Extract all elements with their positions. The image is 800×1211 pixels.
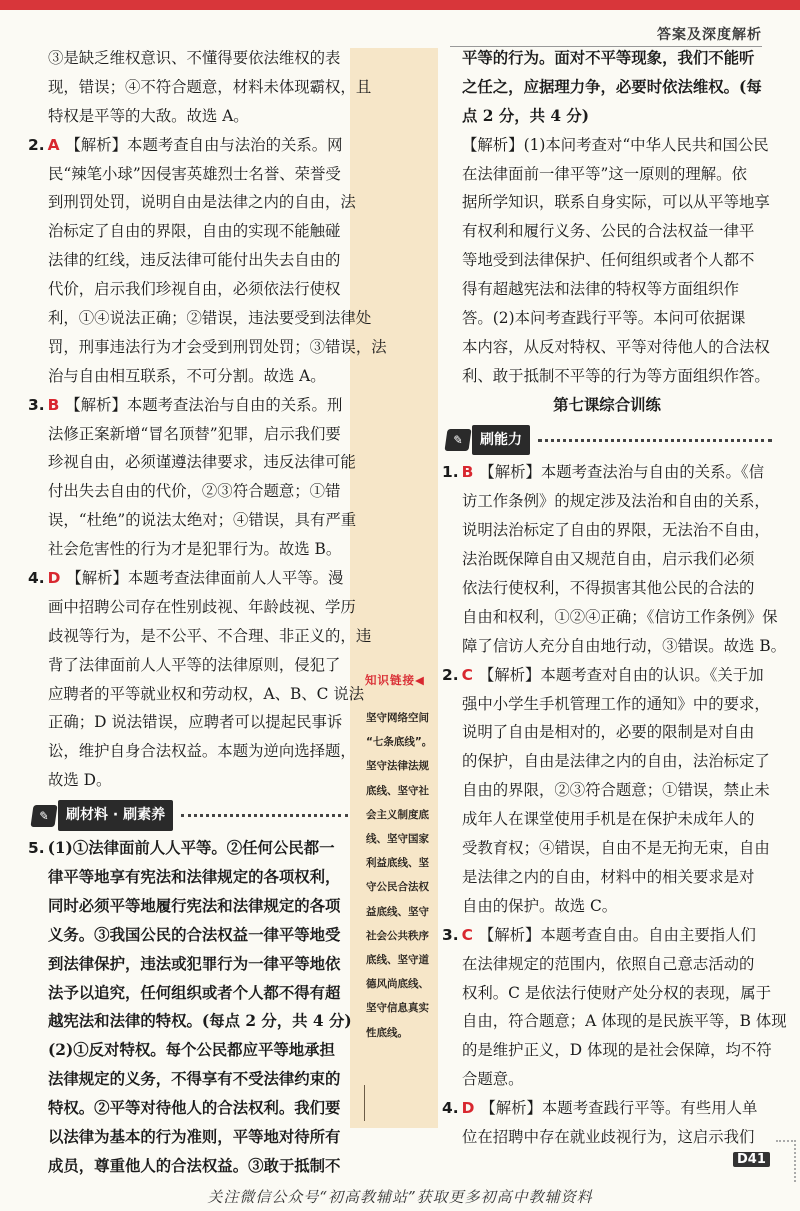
answer-letter: D [461,1099,475,1118]
line-text: 得有超越宪法和法律的特权等方面组织作 [462,280,740,299]
line-text: 位在招聘中存在就业歧视行为，这启示我们 [462,1127,755,1146]
text-line [28,304,372,333]
text-line [442,188,772,217]
line-text: 特权。②平等对待他人的合法权利。我们要 [48,1099,341,1118]
text-line [28,448,356,477]
text-line [442,102,772,131]
answer-letter: C [461,665,473,684]
text-line [28,420,348,449]
sidebar-line: 会主义制度底 [366,808,429,821]
line-text: 特权是平等的大敌。故选 A。 [48,106,249,125]
text-line [442,333,772,362]
line-text: 自由的界限，②③符合题意；①错误，禁止未 [462,781,770,800]
line-text: 答。(2)本问考查践行平等。本问可依据课 [462,309,746,328]
sidebar-line: 益底线、坚守 [366,905,429,918]
top-color-bar [0,0,800,10]
line-text: 自由和权利，①②④正确；《信访工作条例》保 [462,607,778,626]
line-text: 【解析】本题考查法治与自由的关系。刑 [65,395,343,414]
line-text: 利，①④说法正确；②错误，违法要受到法律处 [48,309,372,328]
line-text: 律平等地享有宪法和法律规定的各项权利， [48,867,341,886]
text-line [28,708,348,737]
line-text: 说明法治标定了自由的界限，无法治不自由， [462,521,770,540]
text-line [442,391,772,420]
line-text: 【解析】(1)本问考查对“中华人民共和国公民 [462,135,769,154]
text-line [28,651,348,680]
text-line [442,487,772,516]
text-line [28,1123,348,1152]
sidebar-line: 社会公共秩序 [366,929,429,942]
line-text: 【解析】本题考查法治与自由的关系。《信 [479,463,765,482]
text-line [28,564,348,593]
text-line [28,1007,352,1036]
line-text: 说明了自由是相对的，必要的限制是对自由 [462,723,755,742]
section-heading [442,426,772,455]
line-text: 第七课综合训练 [553,395,661,414]
line-text: 付出失去自由的代价，②③符合题意；①错 [48,482,341,501]
line-text: 访工作条例》的规定涉及法治和自由的关系， [462,492,770,511]
sidebar-rule [364,1085,365,1121]
question-number: 2. [442,665,459,684]
line-text: 点 2 分，共 4 分) [462,106,590,125]
text-line [442,632,787,661]
line-text: 【解析】本题考查践行平等。有些用人单 [480,1099,758,1118]
text-line [28,766,348,795]
line-text: 应聘者的平等就业权和劳动权，A、B、C 说法 [48,684,365,703]
text-line [28,246,348,275]
answer-letter: B [47,395,60,414]
question-number: 3. [28,395,45,414]
sidebar-line: 利益底线、坚 [366,857,429,870]
line-text: 【解析】本题考查对自由的认识。《关于加 [478,665,764,684]
section-heading-label: 刷材料 · 刷素养 [58,800,173,831]
sidebar-line: 坚守法律法规 [366,760,429,773]
sidebar-line: 线、坚守国家 [366,833,429,846]
text-line [442,718,772,747]
line-text: 到刑罚处罚，说明自由是法律之内的自由，法 [48,193,356,212]
line-text: 据所学知识，联系自身实际，可以从平等地享 [462,193,770,212]
text-line [442,1094,772,1123]
text-line [442,362,772,391]
line-text: 有权利和履行义务、公民的合法权益一律平 [462,222,755,241]
text-line [442,545,772,574]
line-text: 歧视等行为，是不公平、不合理、非正义的，违 [48,626,372,645]
answer-letter: A [47,135,60,154]
text-line [28,737,356,766]
line-text: 受教育权；④错误，自由不是无拘无束，自由 [462,839,770,858]
line-text: 义务。③我国公民的合法权益一律平等地受 [48,925,341,944]
text-line [28,160,348,189]
sidebar-line: 坚守信息真实 [366,1002,429,1015]
text-line [28,275,348,304]
right-column [442,44,787,1152]
line-text: 【解析】本题考查法律面前人人平等。漫 [66,569,344,588]
line-text: 现，错误；④不符合题意，材料未体现霸权，且 [48,77,372,96]
knowledge-link-label: 知识链接◀ [365,673,425,687]
text-line [28,506,357,535]
sidebar-line: “七条底线”。 [366,736,433,749]
line-text: 自由的保护。故选 C。 [462,896,618,915]
line-text: 利、敢于抵制不平等的行为等方面组织作答。 [462,366,770,385]
line-text: 【解析】本题考查自由。自由主要指人们 [478,925,756,944]
text-line [442,1007,787,1036]
line-text: 等地受到法律保护、任何组织或者个人都不 [462,251,755,270]
text-line [28,477,348,506]
text-line [442,160,772,189]
brush-icon: ✎ [30,805,57,827]
line-text: 法律的红线，违反法律可能付出失去自由的 [48,251,341,270]
text-line [442,516,772,545]
line-text: 之任之，应据理力争，必要时依法维权。(每 [462,77,762,96]
question-number: 2. [28,135,45,154]
text-line [28,622,372,651]
line-text: 到法律保护，违法或犯罪行为一律平等地依 [48,954,341,973]
section-heading-label: 刷能力 [472,425,530,456]
text-line [28,217,348,246]
text-line [442,275,772,304]
section-dotted-rule [181,814,348,817]
question-number: 5. [28,839,45,858]
text-line [442,1036,772,1065]
line-text: 的是维护正义，D 体现的是社会保障，均不符 [462,1041,772,1060]
text-line [28,333,387,362]
sidebar-line: 坚守网络空间 [366,712,429,724]
line-text: 平等的行为。面对不平等现象，我们不能听 [462,49,755,67]
text-line [28,863,348,892]
text-line [28,1094,348,1123]
line-text: 权利。C 是依法行使财产处分权的表现，属于 [462,983,772,1002]
text-line [442,574,772,603]
brush-icon: ✎ [444,429,471,451]
line-text: 是法律之内的自由，材料中的相关要求是对 [462,867,755,886]
line-text: 法予以追究，任何组织或者个人都不得有超 [48,983,341,1002]
line-text: 误，“杜绝”的说法太绝对；④错误，具有严重 [48,511,357,530]
text-line [442,246,772,275]
line-text: 成年人在课堂使用手机是在保护未成年人的 [462,810,755,829]
text-line [28,834,348,863]
line-text: 故选 D。 [48,771,112,790]
text-line [28,102,348,131]
text-line [28,73,372,102]
line-text: 治与自由相互联系，不可分割。故选 A。 [48,366,326,385]
text-line [28,593,356,622]
text-line [442,458,772,487]
page-corner-dots [776,1140,796,1182]
line-text: 成员，尊重他人的合法权益。③敢于抵制不 [48,1156,341,1175]
answer-letter: B [461,463,474,482]
text-line [28,44,348,73]
line-text: (2)①反对特权。每个公民都应平等地承担 [48,1041,335,1060]
line-text: 画中招聘公司存在性别歧视、年龄歧视、学历 [48,597,356,616]
line-text: 珍视自由，必须谨遵法律要求，违反法律可能 [48,453,356,472]
text-line [28,188,356,217]
text-line [442,304,772,333]
sidebar-line: 底线、坚守道 [366,954,429,967]
text-line [28,391,348,420]
sidebar-line: 性底线。 [366,1026,408,1039]
text-line [28,979,348,1008]
text-line [442,950,772,979]
text-line [28,1036,348,1065]
answer-letter: D [47,569,61,588]
line-text: 罚，刑事违法行为才会受到刑罚处罚；③错误，法 [48,337,387,356]
section-heading [28,801,348,830]
text-line [28,921,348,950]
knowledge-link-text [366,706,436,1045]
sidebar-line: 德风尚底线、 [366,978,429,991]
text-line [442,747,772,776]
line-text: 在法律面前一律平等”这一原则的理解。依 [462,164,747,183]
question-number: 4. [442,1099,459,1118]
text-line [28,680,365,709]
text-line [442,661,772,690]
question-number: 1. [442,463,459,482]
line-text: 的保护，自由是法律之内的自由，法治标定了 [462,752,770,771]
text-line [442,834,772,863]
line-text: 越宪法和法律的特权。(每点 2 分，共 4 分) [48,1012,352,1031]
text-line [28,535,348,564]
text-line [442,892,772,921]
text-line [442,131,772,160]
text-line [442,44,772,73]
text-line [28,362,348,391]
text-line [28,131,348,160]
line-text: 强中小学生手机管理工作的通知》中的要求， [462,694,770,713]
line-text: 法律规定的义务，不得享有不受法律约束的 [48,1070,341,1089]
text-line [442,979,772,1008]
line-text: ③是缺乏维权意识、不懂得要依法维权的表 [48,49,341,67]
text-line [442,603,778,632]
line-text: (1)①法律面前人人平等。②任何公民都一 [47,839,335,858]
text-line [442,690,772,719]
text-line [442,217,772,246]
line-text: 法修正案新增“冒名顶替”犯罪，启示我们要 [48,424,341,443]
text-line [442,776,772,805]
line-text: 讼，维护自身合法权益。本题为逆向选择题， [48,742,356,761]
answer-letter: C [461,925,473,944]
sidebar-line: 底线、坚守社 [366,784,429,797]
text-line [28,892,348,921]
question-number: 3. [442,925,459,944]
line-text: 同时必须平等地履行宪法和法律规定的各项 [48,896,341,915]
line-text: 代价，启示我们珍视自由，必须依法行使权 [48,280,341,299]
text-line [442,805,772,834]
page-header-title: 答案及深度解析 [657,27,762,43]
section-dotted-rule [538,439,772,442]
line-text: 社会危害性的行为才是犯罪行为。故选 B。 [48,540,342,559]
line-text: 【解析】本题考查自由与法治的关系。网 [65,135,343,154]
line-text: 法治既保障自由又规范自由，启示我们必须 [462,550,755,569]
question-number: 4. [28,569,45,588]
line-text: 民“辣笔小球”因侵害英雄烈士名誉、荣誉受 [48,164,341,183]
line-text: 正确；D 说法错误，应聘者可以提起民事诉 [48,713,343,732]
text-line [442,1065,772,1094]
footer-note: 关注微信公众号“初高教辅站”获取更多初高中教辅资料 [207,1188,593,1206]
line-text: 自由，符合题意；A 体现的是民族平等，B 体现 [462,1012,787,1031]
page-number: D41 [733,1152,770,1167]
line-text: 以法律为基本的行为准则，平等地对待所有 [48,1127,341,1146]
line-text: 背了法律面前人人平等的法律原则，侵犯了 [48,655,341,674]
sidebar-line: 守公民合法权 [366,881,429,894]
text-line [28,950,348,979]
line-text: 障了信访人充分自由地行动，③错误。故选 B。 [462,636,787,655]
line-text: 治标定了自由的界限，自由的实现不能触碰 [48,222,341,241]
text-line [28,1152,348,1181]
line-text: 依法行使权利，不得损害其他公民的合法的 [462,579,755,598]
line-text: 在法律规定的范围内，依照自己意志活动的 [462,954,755,973]
text-line [28,1065,348,1094]
text-line [442,1123,772,1152]
text-line [442,921,772,950]
text-line [442,863,772,892]
line-text: 本内容，从反对特权、平等对待他人的合法权 [462,337,770,356]
text-line [442,73,772,102]
line-text: 合题意。 [462,1070,524,1089]
